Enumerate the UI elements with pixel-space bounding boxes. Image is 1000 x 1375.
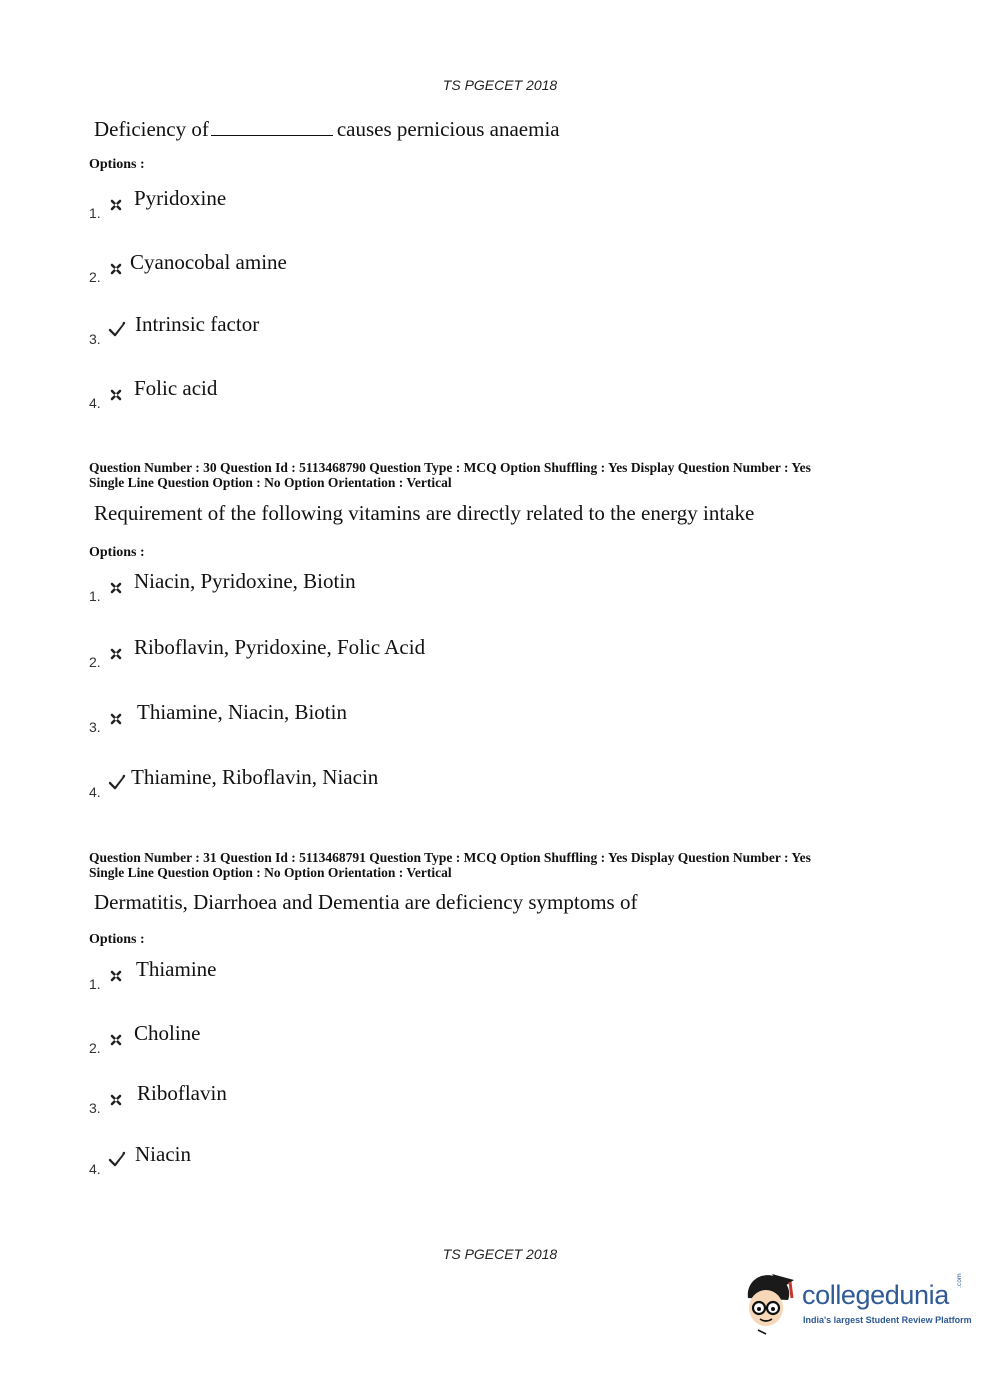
cross-icon: [109, 1093, 125, 1109]
options-label: Options :: [89, 545, 145, 560]
question-text: Requirement of the following vitamins are directly related to the energy intake: [94, 501, 755, 525]
option-number: 2.: [89, 1040, 101, 1056]
option-text: Thiamine: [136, 957, 217, 981]
option-item: [89, 1081, 789, 1125]
brand-name: collegedunia: [802, 1280, 949, 1310]
cross-icon: [109, 388, 125, 404]
cross-icon: [109, 647, 125, 663]
question-text: Dermatitis, Diarrhoea and Dementia are deficiency symptoms of: [94, 890, 638, 914]
option-item: [89, 569, 789, 613]
option-text: Folic acid: [134, 376, 218, 400]
option-item: [89, 700, 789, 744]
option-item: [89, 957, 789, 1001]
option-item: [89, 765, 789, 809]
option-text: Niacin, Pyridoxine, Biotin: [134, 569, 356, 593]
brand-tagline: India's largest Student Review Platform: [803, 1315, 972, 1325]
question-meta-line1: Question Number : 30 Question Id : 5113468790 Question Type : MCQ Option Shuffling : Yes Display Question Number : Yes: [89, 460, 811, 475]
question-text-before: Deficiency of: [94, 117, 209, 141]
check-icon: [108, 774, 124, 790]
option-number: 3.: [89, 719, 101, 735]
question-text: [94, 115, 560, 142]
page-header: TS PGECET 2018: [442, 77, 558, 93]
fill-in-blank: [211, 115, 333, 136]
option-text: Thiamine, Niacin, Biotin: [137, 700, 347, 724]
check-icon: [108, 1151, 124, 1167]
option-text: Niacin: [135, 1142, 191, 1166]
cross-icon: [109, 969, 125, 985]
cross-icon: [109, 1033, 125, 1049]
option-item: [89, 376, 789, 420]
option-item: [89, 635, 789, 679]
option-item: [89, 186, 789, 230]
question-meta-line1: Question Number : 31 Question Id : 5113468791 Question Type : MCQ Option Shuffling : Yes Display Question Number : Yes: [89, 850, 811, 865]
option-number: 3.: [89, 1100, 101, 1116]
mascot-icon: [742, 1268, 800, 1340]
options-label: Options :: [89, 932, 145, 947]
option-text: Intrinsic factor: [135, 312, 260, 336]
brand-dotcom: .com: [956, 1273, 963, 1288]
option-number: 1.: [89, 976, 101, 992]
option-text: Riboflavin: [137, 1081, 227, 1105]
question-meta-line2: Single Line Question Option : No Option Orientation : Vertical: [89, 475, 452, 490]
cross-icon: [109, 581, 125, 597]
option-number: 2.: [89, 654, 101, 670]
option-item: [89, 1142, 789, 1186]
option-text: Riboflavin, Pyridoxine, Folic Acid: [134, 635, 426, 659]
option-number: 1.: [89, 588, 101, 604]
option-number: 1.: [89, 205, 101, 221]
option-item: [89, 312, 789, 356]
option-item: [89, 250, 789, 294]
option-text: Pyridoxine: [134, 186, 227, 210]
cross-icon: [109, 262, 125, 278]
option-text: Thiamine, Riboflavin, Niacin: [131, 765, 379, 789]
option-number: 4.: [89, 395, 101, 411]
option-text: Choline: [134, 1021, 201, 1045]
options-label: Options :: [89, 157, 145, 172]
option-text: Cyanocobal amine: [130, 250, 287, 274]
option-number: 3.: [89, 331, 101, 347]
question-meta: [89, 460, 811, 490]
brand-logo[interactable]: [742, 1268, 972, 1340]
option-number: 4.: [89, 1161, 101, 1177]
option-number: 4.: [89, 784, 101, 800]
page-footer: TS PGECET 2018: [442, 1246, 558, 1262]
option-number: 2.: [89, 269, 101, 285]
question-meta: [89, 850, 811, 880]
check-icon: [108, 321, 124, 337]
option-item: [89, 1021, 789, 1065]
question-text-after: causes pernicious anaemia: [336, 117, 560, 141]
cross-icon: [109, 198, 125, 214]
question-meta-line2: Single Line Question Option : No Option Orientation : Vertical: [89, 865, 452, 880]
cross-icon: [109, 712, 125, 728]
